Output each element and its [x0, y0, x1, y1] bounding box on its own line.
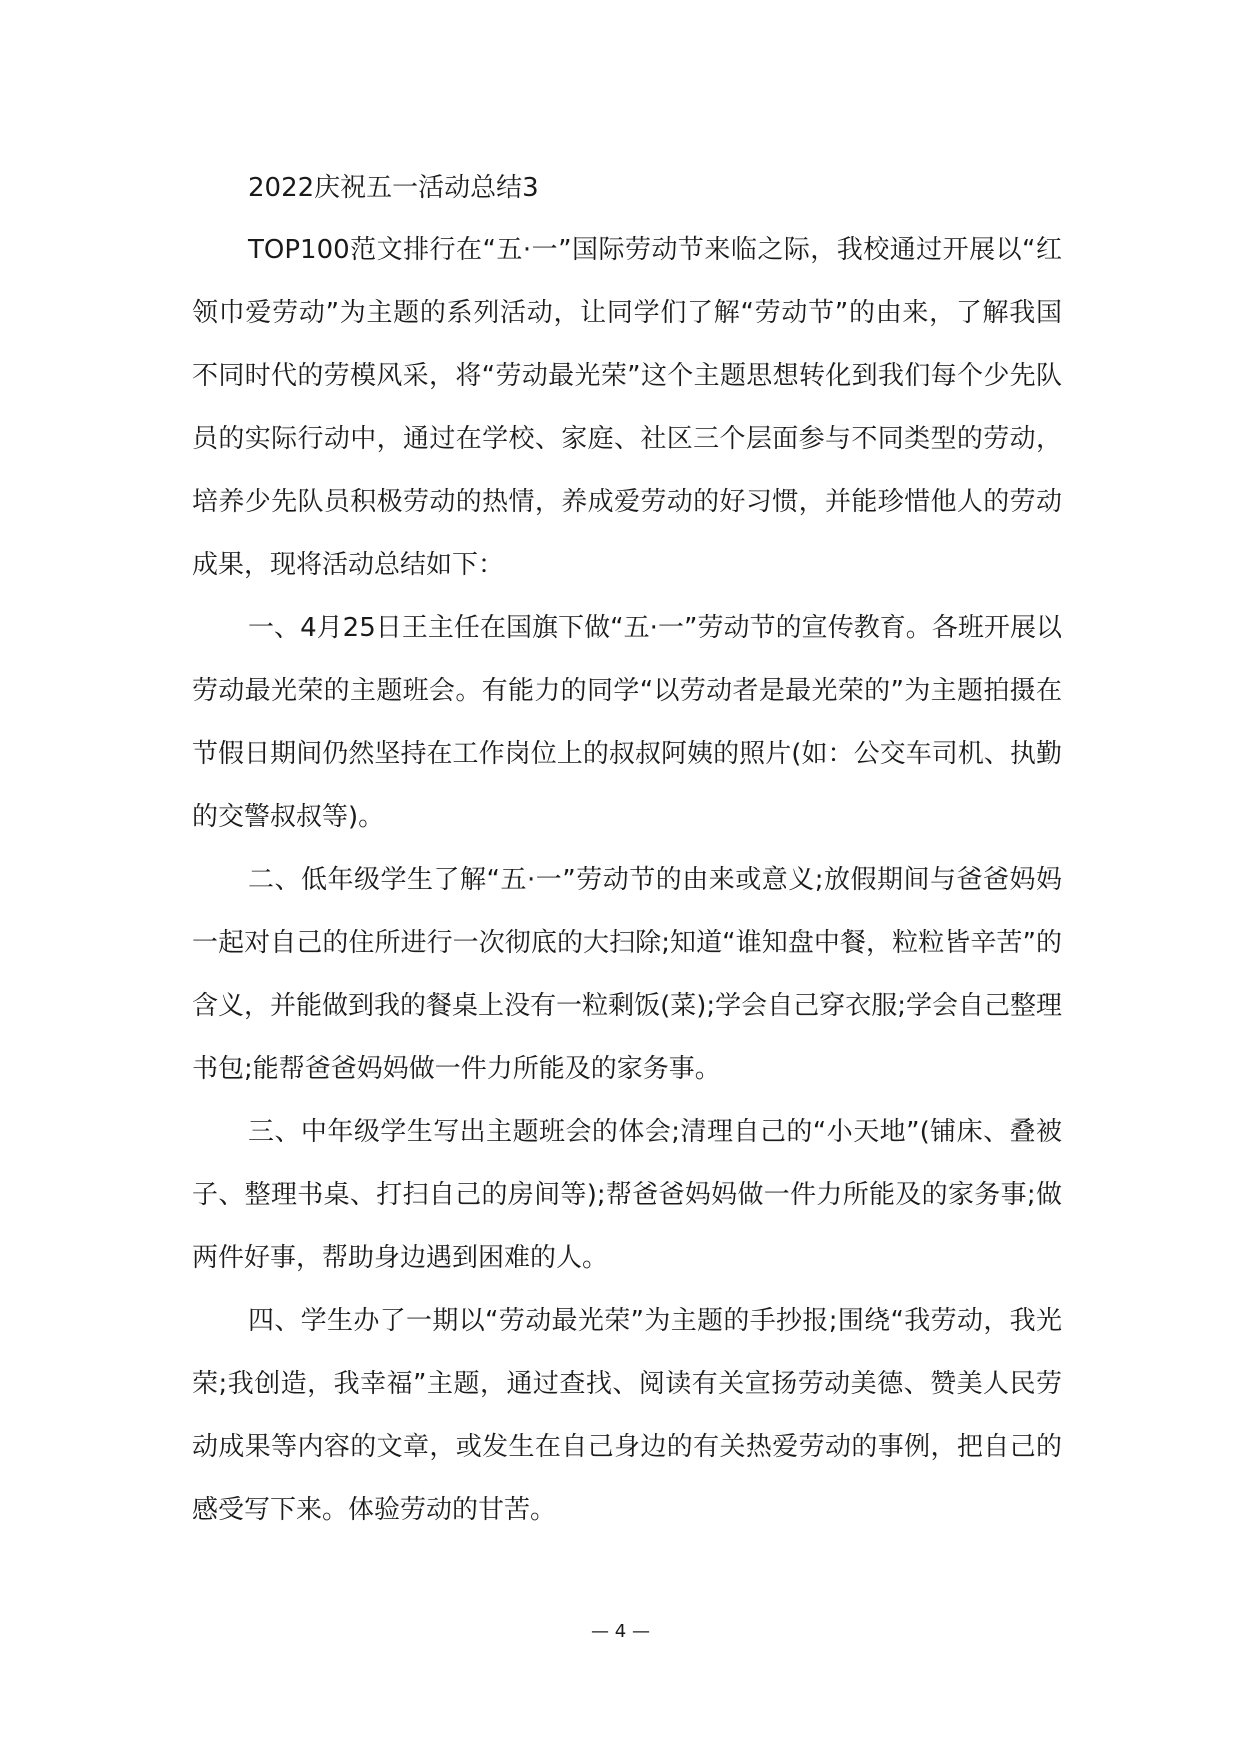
- page-number: — 4 —: [591, 1621, 650, 1642]
- document-title: 2022庆祝五一活动总结3: [248, 173, 539, 203]
- paragraph-item-4: 四、学生办了一期以“劳动最光荣”为主题的手抄报;围绕“我劳动，我光荣;我创造，我幸福”主题，通过查找、阅读有关宣扬劳动美德、赞美人民劳动成果等内容的文章，或发生在自己身边的有关热爱劳动的事例，把自己的感受写下来。体验劳动的甘苦。: [192, 1306, 1062, 1525]
- paragraph-item-3: 三、中年级学生写出主题班会的体会;清理自己的“小天地”(铺床、叠被子、整理书桌、打扫自己的房间等);帮爸爸妈妈做一件力所能及的家务事;做两件好事，帮助身边遇到困难的人。: [192, 1117, 1062, 1273]
- paragraph-item-1: 一、4月25日王主任在国旗下做“五·一”劳动节的宣传教育。各班开展以劳动最光荣的主题班会。有能力的同学“以劳动者是最光荣的”为主题拍摄在节假日期间仍然坚持在工作岗位上的叔叔阿姨的照片(如：公交车司机、执勤的交警叔叔等)。: [192, 613, 1062, 832]
- paragraph-intro: TOP100范文排行在“五·一”国际劳动节来临之际，我校通过开展以“红领巾爱劳动”为主题的系列活动，让同学们了解“劳动节”的由来，了解我国不同时代的劳模风采，将“劳动最光荣”这个主题思想转化到我们每个少先队员的实际行动中，通过在学校、家庭、社区三个层面参与不同类型的劳动，培养少先队员积极劳动的热情，养成爱劳动的好习惯，并能珍惜他人的劳动成果，现将活动总结如下：: [192, 235, 1062, 580]
- paragraph-item-2: 二、低年级学生了解“五·一”劳动节的由来或意义;放假期间与爸爸妈妈一起对自己的住所进行一次彻底的大扫除;知道“谁知盘中餐，粒粒皆辛苦”的含义，并能做到我的餐桌上没有一粒剩饭(菜);学会自己穿衣服;学会自己整理书包;能帮爸爸妈妈做一件力所能及的家务事。: [192, 865, 1062, 1084]
